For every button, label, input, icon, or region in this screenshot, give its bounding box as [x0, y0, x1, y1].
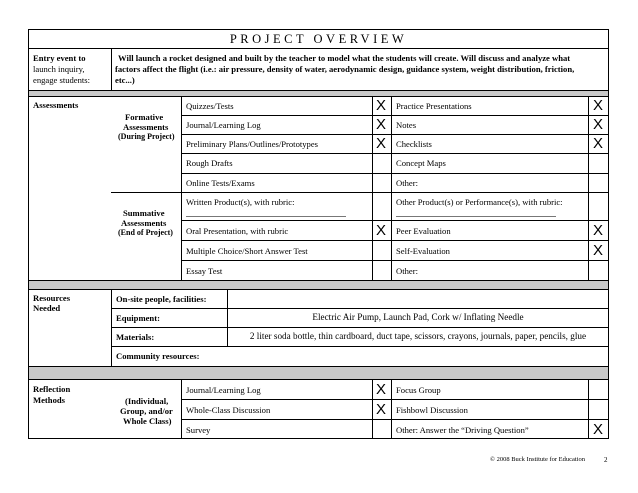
- summative-label: Assessments: [121, 218, 167, 228]
- assessment-option: Practice Presentations: [396, 101, 472, 111]
- reflection-option: Journal/Learning Log: [186, 385, 261, 395]
- divider: [181, 399, 609, 400]
- resource-label: Equipment:: [116, 313, 160, 323]
- divider: [181, 379, 182, 439]
- reflection-label: Reflection: [33, 384, 71, 394]
- resources-label: Resources: [33, 293, 71, 303]
- divider: [111, 346, 609, 347]
- entry-text-line: factors affect the flight (i.e.: air pressure, density of water, aerodynamic design, guidance system, weight distribution, friction,: [115, 64, 575, 74]
- summative-label: Summative: [123, 208, 165, 218]
- assessment-option: Journal/Learning Log: [186, 120, 261, 130]
- assessment-option: Preliminary Plans/Outlines/Prototypes: [186, 139, 319, 149]
- formative-label: (During Project): [118, 132, 175, 141]
- check-mark: X: [593, 97, 604, 114]
- divider: [588, 96, 589, 280]
- summative-label: (End of Project): [118, 228, 173, 237]
- check-mark: X: [376, 135, 387, 152]
- divider: [372, 96, 373, 280]
- resource-label: Materials:: [116, 332, 155, 342]
- check-mark: X: [376, 222, 387, 239]
- reflection-option: Focus Group: [396, 385, 441, 395]
- assessment-option: Other:: [396, 266, 418, 276]
- entry-text-line: etc...): [115, 75, 135, 85]
- check-mark: X: [593, 116, 604, 133]
- check-mark: X: [593, 222, 604, 239]
- divider: [111, 308, 609, 309]
- reflection-sub-label: Group, and/or: [120, 406, 173, 416]
- assessment-option: Written Product(s), with rubric:: [186, 197, 295, 207]
- assessment-option: Notes: [396, 120, 417, 130]
- divider: [111, 192, 609, 193]
- assessment-option: Rough Drafts: [186, 158, 233, 168]
- divider: [28, 379, 609, 380]
- divider: [181, 220, 609, 221]
- resource-label: Community resources:: [116, 351, 200, 361]
- divider: [181, 173, 609, 174]
- assessment-option: Peer Evaluation: [396, 226, 451, 236]
- divider: [181, 134, 609, 135]
- reflection-option: Survey: [186, 425, 211, 435]
- section-band: [29, 281, 608, 289]
- formative-label: Assessments: [123, 122, 169, 132]
- entry-label-line: launch inquiry,: [33, 64, 85, 74]
- assessment-option: Online Tests/Exams: [186, 178, 255, 188]
- divider: [181, 260, 609, 261]
- assessment-option: Quizzes/Tests: [186, 101, 234, 111]
- entry-text-line: Will launch a rocket designed and built by the teacher to model what the students will create. Will discuss and analyze what: [118, 53, 571, 63]
- reflection-label: Methods: [33, 395, 65, 405]
- assessment-option: Oral Presentation, with rubric: [186, 226, 289, 236]
- assessment-option: Other Product(s) or Performance(s), with rubric:: [396, 197, 563, 207]
- divider: [28, 48, 609, 49]
- reflection-sub-label: (Individual,: [125, 396, 169, 406]
- divider: [181, 153, 609, 154]
- assessment-option: Self-Evaluation: [396, 246, 450, 256]
- formative-label: Formative: [125, 112, 164, 122]
- assessments-label: Assessments: [33, 100, 79, 110]
- divider: [181, 115, 609, 116]
- check-mark: X: [376, 401, 387, 418]
- assessment-option: Essay Test: [186, 266, 223, 276]
- entry-label-line: engage students:: [33, 75, 91, 85]
- divider: [181, 96, 182, 280]
- check-mark: X: [376, 116, 387, 133]
- resource-label: On-site people, facilities:: [116, 294, 207, 304]
- resource-value: Electric Air Pump, Launch Pad, Cork w/ Inflating Needle: [312, 312, 524, 322]
- blank-line: [186, 216, 346, 217]
- assessment-option: Other:: [396, 178, 418, 188]
- reflection-sub-label: Whole Class): [123, 416, 172, 426]
- resources-label: Needed: [33, 303, 61, 313]
- copyright: © 2008 Buck Institute for Education: [490, 456, 586, 463]
- assessment-option: Checklists: [396, 139, 432, 149]
- divider: [111, 327, 609, 328]
- divider: [181, 419, 609, 420]
- check-mark: X: [593, 421, 604, 438]
- divider: [372, 379, 373, 439]
- reflection-option: Fishbowl Discussion: [396, 405, 468, 415]
- divider: [588, 379, 589, 439]
- assessment-option: Concept Maps: [396, 158, 446, 168]
- divider: [181, 240, 609, 241]
- page-title: PROJECT OVERVIEW: [229, 32, 408, 46]
- check-mark: X: [593, 242, 604, 259]
- reflection-option: Other: Answer the “Driving Question”: [396, 425, 529, 435]
- resource-value: 2 liter soda bottle, thin cardboard, duct tape, scissors, crayons, journals, paper, pencils, glue: [249, 331, 587, 341]
- divider: [28, 96, 609, 97]
- check-mark: X: [593, 135, 604, 152]
- page-number: 2: [604, 456, 608, 464]
- entry-label-line: Entry event to: [33, 53, 86, 63]
- blank-line: [396, 216, 556, 217]
- divider: [391, 96, 392, 280]
- divider: [28, 289, 609, 290]
- assessment-option: Multiple Choice/Short Answer Test: [186, 246, 308, 256]
- check-mark: X: [376, 381, 387, 398]
- divider: [111, 48, 112, 90]
- section-band: [29, 367, 608, 379]
- reflection-option: Whole-Class Discussion: [186, 405, 271, 415]
- check-mark: X: [376, 97, 387, 114]
- divider: [391, 379, 392, 439]
